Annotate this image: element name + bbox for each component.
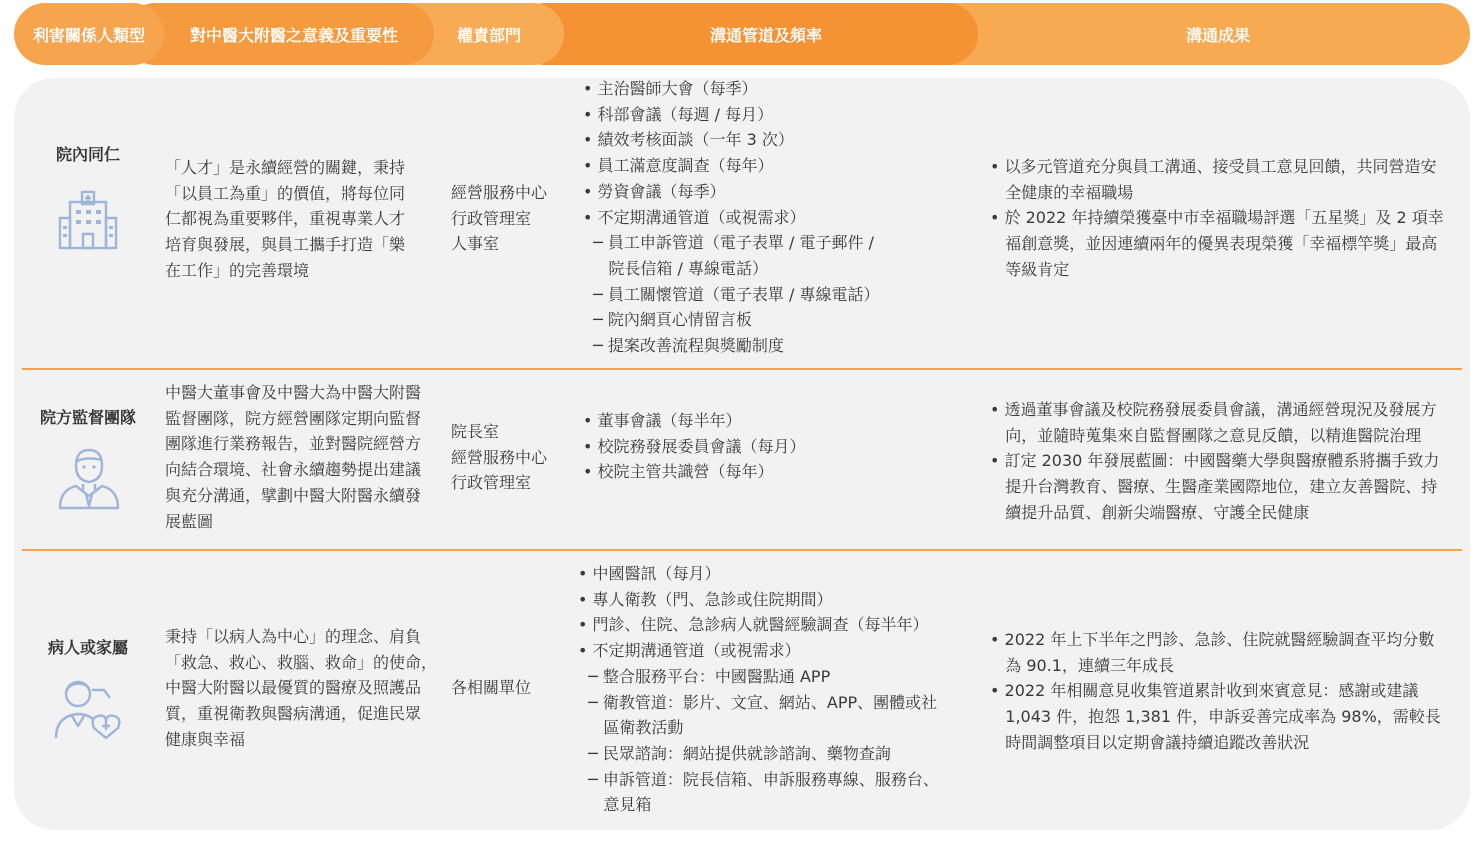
result-list bbox=[990, 154, 1460, 283]
channel-item: • 校院主管共識營（每年） bbox=[583, 462, 774, 482]
channel-subitem: ─ 整合服務平台：中國醫點通 APP bbox=[578, 666, 831, 686]
header-type-label: 利害關係人類型 bbox=[32, 25, 145, 45]
result-line: 福創意獎，並因連續兩年的優異表現榮獲「幸福標竿獎」最高 bbox=[990, 234, 1438, 254]
header-col-results bbox=[914, 3, 1470, 65]
result-line: 時間調整項目以定期會議持續追蹤改善狀況 bbox=[990, 732, 1310, 752]
row-separator bbox=[22, 549, 1462, 551]
result-line: 全健康的幸福職場 bbox=[990, 182, 1134, 202]
channel-item: • 不定期溝通管道（或視需求） bbox=[578, 641, 801, 661]
channel-subitem: ─ 員工申訴管道（電子表單 / 電子郵件 / bbox=[583, 233, 874, 253]
channel-item: • 員工滿意度調查（每年） bbox=[583, 156, 774, 176]
hospital-building-icon bbox=[56, 188, 120, 252]
result-line: 為 90.1，連續三年成長 bbox=[990, 655, 1174, 675]
department-item: 各相關單位 bbox=[451, 678, 532, 697]
header-meaning-label: 對中醫大附醫之意義及重要性 bbox=[189, 25, 398, 45]
result-line: • 2022 年上下半年之門診、急診、住院就醫經驗調查平均分數 bbox=[990, 630, 1435, 649]
meaning-text bbox=[165, 380, 435, 534]
result-list bbox=[990, 627, 1460, 756]
meaning-line: 健康與幸福 bbox=[165, 729, 246, 749]
channel-list bbox=[583, 408, 973, 485]
result-line: • 透過董事會議及校院務發展委員會議，溝通經營現況及發展方 bbox=[990, 400, 1437, 419]
channel-list bbox=[578, 561, 978, 818]
meaning-line: 仁都視為重要夥伴，重視專業人才 bbox=[165, 209, 406, 229]
channel-subitem: ─ 員工關懷管道（電子表單 / 專線電話） bbox=[583, 284, 880, 304]
result-list bbox=[990, 397, 1460, 526]
department-item: 院長室 bbox=[451, 422, 500, 441]
channel-item: • 門診、住院、急診病人就醫經驗調查（每半年） bbox=[578, 615, 929, 635]
meaning-line: 與充分溝通，擘劃中醫大附醫永續發 bbox=[165, 485, 422, 505]
header-channels-label: 溝通管道及頻率 bbox=[709, 25, 822, 45]
meaning-text bbox=[165, 624, 445, 753]
channel-item: • 主治醫師大會（每季） bbox=[583, 79, 758, 98]
meaning-line: 向結合環境、社會永續趨勢提出建議 bbox=[165, 460, 422, 480]
result-line: • 於 2022 年持續榮獲臺中市幸福職場評選「五星獎」及 2 項幸 bbox=[990, 208, 1444, 228]
department-item: 行政管理室 bbox=[451, 473, 532, 493]
meaning-line: 團隊進行業務報告，並對醫院經營方 bbox=[165, 434, 422, 454]
channel-subitem: ─ 衛教管道：影片、文宣、網站、APP、團體或社 bbox=[578, 692, 938, 712]
channel-subitem: 院長信箱 / 專線電話） bbox=[583, 258, 768, 278]
result-line: • 2022 年相關意見收集管道累計收到來賓意見：感謝或建議 bbox=[990, 681, 1419, 701]
department-list bbox=[451, 180, 561, 257]
stakeholder-type: 院方監督團隊 bbox=[39, 408, 136, 427]
meaning-line: 監督團隊，院方經營團隊定期向監督 bbox=[165, 408, 422, 428]
channel-item: • 中國醫訊（每月） bbox=[578, 564, 721, 583]
header-results-label: 溝通成果 bbox=[1185, 25, 1250, 45]
meaning-line: 展藍圖 bbox=[165, 511, 214, 531]
department-item: 經營服務中心 bbox=[451, 447, 548, 467]
channel-item: • 勞資會議（每季） bbox=[583, 181, 726, 201]
result-line: 提升台灣教育、醫療、生醫產業國際地位，建立友善醫院、持 bbox=[990, 477, 1438, 497]
channel-item: • 董事會議（每半年） bbox=[583, 411, 742, 430]
meaning-line: 質，重視衛教與醫病溝通，促進民眾 bbox=[165, 704, 422, 724]
meaning-line: 「以員工為重」的價值，將每位同 bbox=[165, 183, 406, 203]
channel-item: • 科部會議（每週 / 每月） bbox=[583, 104, 774, 124]
meaning-line: 中醫大附醫以最優質的醫療及照護品 bbox=[165, 678, 422, 698]
channel-subitem: 意見箱 bbox=[578, 795, 652, 815]
channel-item: • 不定期溝通管道（或視需求） bbox=[583, 207, 806, 227]
meaning-line: 「人才」是永續經營的關鍵，秉持 bbox=[165, 158, 406, 177]
department-list bbox=[451, 675, 561, 701]
channel-item: • 校院務發展委員會議（每月） bbox=[583, 436, 806, 456]
meaning-line: 在工作」的完善環境 bbox=[165, 260, 310, 280]
row-separator bbox=[22, 368, 1462, 370]
header-col-channels bbox=[514, 3, 978, 65]
department-item: 行政管理室 bbox=[451, 208, 532, 228]
stakeholder-type: 病人或家屬 bbox=[47, 638, 128, 657]
stakeholder-type: 院內同仁 bbox=[55, 145, 120, 164]
department-list bbox=[451, 419, 561, 496]
channel-item: • 專人衛教（門、急診或住院期間） bbox=[578, 589, 833, 609]
meaning-line: 中醫大董事會及中醫大為中醫大附醫 bbox=[165, 383, 422, 402]
channel-subitem: ─ 院內網頁心情留言板 bbox=[583, 310, 752, 330]
meaning-line: 秉持「以病人為中心」的理念、肩負 bbox=[165, 627, 422, 646]
header-col-type bbox=[14, 3, 164, 65]
meaning-line: 培育與發展，與員工攜手打造「樂 bbox=[165, 235, 406, 255]
channel-item: • 績效考核面談（一年 3 次） bbox=[583, 130, 794, 150]
header-col-meaning bbox=[124, 3, 434, 65]
result-line: 向，並隨時蒐集來自監督團隊之意見反饋，以精進醫院治理 bbox=[990, 425, 1422, 445]
channel-list bbox=[583, 76, 973, 359]
result-line: • 訂定 2030 年發展藍圖：中國醫藥大學與醫療體系將攜手致力 bbox=[990, 451, 1440, 471]
department-item: 經營服務中心 bbox=[451, 183, 548, 202]
header-department-label: 權責部門 bbox=[456, 25, 521, 45]
result-line: 等級肯定 bbox=[990, 259, 1070, 279]
channel-subitem: ─ 提案改善流程與獎勵制度 bbox=[583, 336, 784, 356]
result-line: 1,043 件，抱怨 1,381 件，申訴妥善完成率為 98%，需較長 bbox=[990, 707, 1441, 727]
patient-care-icon bbox=[52, 676, 124, 742]
result-line: 續提升品質、創新尖端醫療、守護全民健康 bbox=[990, 502, 1310, 522]
department-item: 人事室 bbox=[451, 234, 500, 254]
result-line: • 以多元管道充分與員工溝通、接受員工意見回饋，共同營造安 bbox=[990, 157, 1437, 176]
channel-subitem: ─ 申訴管道：院長信箱、申訴服務專線、服務台、 bbox=[578, 769, 939, 789]
meaning-text bbox=[165, 155, 435, 284]
manager-person-icon bbox=[56, 444, 122, 512]
meaning-line: 「救急、救心、救腦、救命」的使命， bbox=[165, 652, 438, 672]
channel-subitem: ─ 民眾諮詢：網站提供就診諮詢、藥物查詢 bbox=[578, 743, 891, 763]
channel-subitem: 區衛教活動 bbox=[578, 718, 684, 738]
table-header bbox=[14, 3, 1470, 65]
